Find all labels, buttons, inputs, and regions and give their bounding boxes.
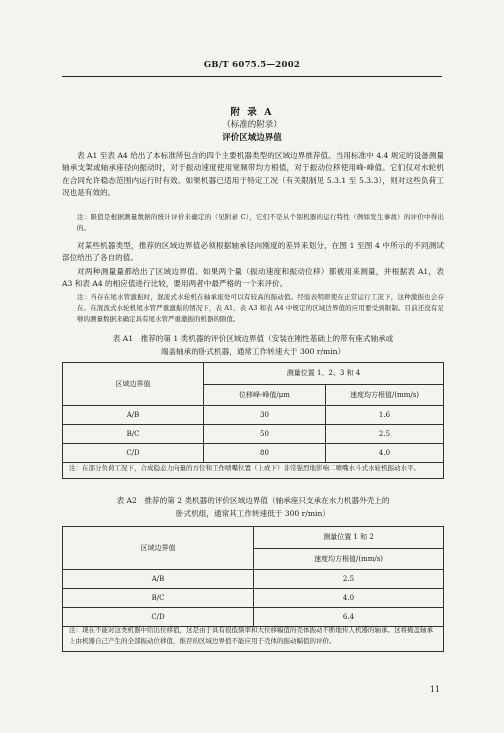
table-a2-zone-cell: C/D [63, 608, 254, 627]
table-a1-zone-cell: C/D [63, 444, 204, 463]
table-a1-vel-cell: 4.0 [326, 444, 444, 463]
table-a2-header-zone: 区域边界值 [63, 527, 254, 570]
table-a1-header-disp: 位移峰-峰值/μm [204, 384, 326, 406]
page-number: 11 [429, 685, 440, 694]
note-2-text: 当存在尾水管激振时，混流式水轮机在轴承座处可以有较高的振动值。经验表明即使在正常运行工况下，这种激振也会存在。在混流式水轮机尾水管严重激振的情况下，表 A1、表 A3 和表 A4 中规定的区域边界值的应用要受到限制。目前还没有足够的测量数据来确定具有尾水管严重激振的机器的限值。 [77, 293, 445, 323]
paragraph-3: 对两种测量量都给出了区域边界值。如果两个量（振动速度和振动位移）都被用来测量，并根据表 A1，表 A3 和表 A4 的相应值进行比较，要用两者中最严格的一个来评价。 [62, 267, 444, 289]
table-a2-vel-cell: 6.4 [254, 608, 444, 627]
appendix-subtitle: （标准的附录） [222, 120, 282, 130]
table-a1-caption-line1: 表 A1 推荐的第 1 类机器的评价区域边界值（安装在刚性基础上的带有座式轴承或 [112, 334, 394, 343]
appendix-title: 附 录 A [230, 107, 274, 118]
table-a1-zone-cell: B/C [63, 425, 204, 444]
note-1 [62, 212, 444, 234]
table-a1-header-zone: 区域边界值 [63, 363, 204, 406]
table-a1-caption-line2: 端盖轴承的卧式机器，通常工作转速大于 300 r/min） [160, 346, 346, 356]
paragraph-2: 对某些机器类型，推荐的区域边界值必须根据轴承径向刚度的差异来划分，在图 1 至图 4 中所示的不同测试部位给出了各自的值。 [62, 241, 444, 263]
table-a2-header-group: 测量位置 1 和 2 [254, 527, 444, 549]
note-1-text: 限值是根据测量数据的统计评价来确定的（见附录 C），它们不是从个别机器的运行特性（例如发生事故）的评价中得出的。 [77, 213, 445, 232]
table-a2-header-vel: 速度均方根值/(mm/s) [254, 548, 444, 570]
table-a1-disp-cell: 50 [204, 425, 326, 444]
table-row [63, 425, 444, 444]
note-2 [62, 292, 444, 325]
note-1-label: 注： [77, 213, 91, 221]
table-a1-note: 注：在部分负荷工况下，合成稳态力向量的方位和工作喷嘴位置（上或下）非常强烈地影响二喷嘴水斗式水轮机振动水平。 [62, 459, 444, 479]
table-a2-caption-line2: 卧式机组，通常其工作转速低于 300 r/min） [176, 508, 330, 518]
table-a1-header-group: 测量位置 1、2、3 和 4 [204, 363, 444, 385]
table-a2 [62, 526, 444, 627]
table-row [63, 406, 444, 425]
table-a2-caption-line1: 表 A2 推荐的第 2 类机器的评价区域边界值（轴承座只支承在水力机器外壳上的 [116, 496, 390, 505]
table-a1-vel-cell: 1.6 [326, 406, 444, 425]
table-a1-disp-cell: 80 [204, 444, 326, 463]
table-a2-zone-cell: B/C [63, 589, 254, 608]
table-a2-vel-cell: 2.5 [254, 570, 444, 589]
table-a1-caption [62, 333, 444, 358]
table-a2-note: 注：现在不能对这类机器中给出位移值，这是由于具有很低频率和大位移幅值的壳体振动不断地传人机器的轴承。这将掩盖轴承上由机器自己产生的全部振动位移值，推荐的区域边界值不能应用于壳体的振动幅值的评价。 [62, 621, 444, 652]
header-rule [62, 76, 442, 77]
table-a1-header-vel: 速度均方根值/(mm/s) [326, 384, 444, 406]
table-a1-vel-cell: 2.5 [326, 425, 444, 444]
table-a2-zone-cell: A/B [63, 570, 254, 589]
table-row [63, 589, 444, 608]
standard-number: GB/T 6075.5—2002 [203, 60, 301, 70]
table-a2-caption [62, 495, 444, 520]
table-row [63, 570, 444, 589]
appendix-name: 评价区域边界值 [222, 133, 282, 143]
table-a2-vel-cell: 4.0 [254, 589, 444, 608]
table-a1-disp-cell: 30 [204, 406, 326, 425]
paragraph-1: 表 A1 至表 A4 给出了本标准所包含的四个主要机器类型的区域边界推荐值。当用标准中 4.4 规定的设备测量轴承支架或轴承座径向振动时，对于振动速度使用宽频带均方根值，对于振动位移使用峰-峰值。它们仅对水轮机在合同允许稳态范围内运行时有效。如果机器已适用于特定工况（有关限制见 5.3.1 至 5.3.3），则对这些负荷工况也是有效的。 [62, 151, 444, 197]
table-a1-zone-cell: A/B [63, 406, 204, 425]
table-a1 [62, 362, 444, 463]
note-2-label: 注： [77, 293, 91, 301]
